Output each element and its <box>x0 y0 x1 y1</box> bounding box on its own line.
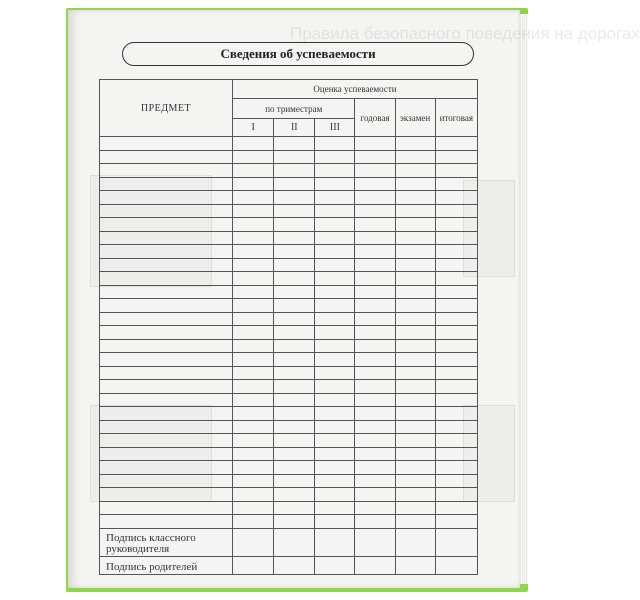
parents-signature-label: Подпись родителей <box>100 556 233 574</box>
grade-cell[interactable] <box>435 488 477 502</box>
subject-cell[interactable] <box>100 164 233 178</box>
signature-cell[interactable] <box>274 528 315 556</box>
grade-cell[interactable] <box>355 434 395 448</box>
subject-cell[interactable] <box>100 501 233 515</box>
grade-cell[interactable] <box>233 177 274 191</box>
grade-cell[interactable] <box>355 285 395 299</box>
grade-cell[interactable] <box>315 258 355 272</box>
signature-cell[interactable] <box>233 528 274 556</box>
grade-cell[interactable] <box>355 299 395 313</box>
subject-cell[interactable] <box>100 366 233 380</box>
grade-cell[interactable] <box>395 231 435 245</box>
grade-cell[interactable] <box>315 272 355 286</box>
grade-cell[interactable] <box>315 312 355 326</box>
grade-cell[interactable] <box>274 218 315 232</box>
grade-cell[interactable] <box>233 245 274 259</box>
signature-cell[interactable] <box>274 556 315 574</box>
signature-cell[interactable] <box>315 556 355 574</box>
grade-cell[interactable] <box>274 137 315 151</box>
grade-cell[interactable] <box>274 312 315 326</box>
grade-cell[interactable] <box>315 177 355 191</box>
grade-cell[interactable] <box>274 474 315 488</box>
notebook-page <box>68 10 640 588</box>
grade-cell[interactable] <box>233 218 274 232</box>
grade-cell[interactable] <box>233 393 274 407</box>
signature-cell[interactable] <box>233 556 274 574</box>
grade-cell[interactable] <box>355 137 395 151</box>
grade-cell[interactable] <box>435 474 477 488</box>
grade-cell[interactable] <box>395 326 435 340</box>
grade-cell[interactable] <box>274 285 315 299</box>
grade-cell[interactable] <box>355 272 395 286</box>
grade-cell[interactable] <box>395 474 435 488</box>
subject-cell[interactable] <box>100 380 233 394</box>
grade-cell[interactable] <box>315 326 355 340</box>
grade-cell[interactable] <box>435 339 477 353</box>
subject-cell[interactable] <box>100 191 233 205</box>
page-edges <box>520 14 528 584</box>
grade-cell[interactable] <box>435 164 477 178</box>
grade-cell[interactable] <box>233 501 274 515</box>
subject-cell[interactable] <box>100 231 233 245</box>
grade-cell[interactable] <box>435 285 477 299</box>
grade-cell[interactable] <box>274 204 315 218</box>
grade-cell[interactable] <box>315 299 355 313</box>
grade-cell[interactable] <box>355 474 395 488</box>
grade-cell[interactable] <box>233 420 274 434</box>
grade-cell[interactable] <box>233 137 274 151</box>
table-row <box>100 231 478 245</box>
signature-cell[interactable] <box>315 528 355 556</box>
grade-cell[interactable] <box>435 447 477 461</box>
signature-cell[interactable] <box>355 528 395 556</box>
signature-cell[interactable] <box>435 556 477 574</box>
table-row <box>100 164 478 178</box>
page-title <box>122 42 474 66</box>
grade-cell[interactable] <box>274 245 315 259</box>
grade-cell[interactable] <box>315 380 355 394</box>
grade-cell[interactable] <box>435 177 477 191</box>
grade-cell[interactable] <box>233 312 274 326</box>
grade-cell[interactable] <box>315 245 355 259</box>
grade-cell[interactable] <box>274 501 315 515</box>
grade-cell[interactable] <box>355 393 395 407</box>
table-row <box>100 191 478 205</box>
table-row <box>100 326 478 340</box>
grade-cell[interactable] <box>315 353 355 367</box>
grade-cell[interactable] <box>315 204 355 218</box>
subject-cell[interactable] <box>100 474 233 488</box>
grade-cell[interactable] <box>233 191 274 205</box>
grade-cell[interactable] <box>435 501 477 515</box>
grade-cell[interactable] <box>355 231 395 245</box>
grade-cell[interactable] <box>435 353 477 367</box>
grade-cell[interactable] <box>435 380 477 394</box>
grade-cell[interactable] <box>435 434 477 448</box>
grade-cell[interactable] <box>435 231 477 245</box>
grade-cell[interactable] <box>233 204 274 218</box>
grade-cell[interactable] <box>395 393 435 407</box>
table-row <box>100 474 478 488</box>
trimester-2-header: II <box>274 119 315 137</box>
table-row <box>100 515 478 529</box>
table-row <box>100 218 478 232</box>
grade-cell[interactable] <box>355 407 395 421</box>
grade-cell[interactable] <box>315 515 355 529</box>
grade-cell[interactable] <box>355 501 395 515</box>
grade-cell[interactable] <box>435 191 477 205</box>
grade-cell[interactable] <box>274 272 315 286</box>
grade-cell[interactable] <box>435 515 477 529</box>
subject-cell[interactable] <box>100 353 233 367</box>
grade-cell[interactable] <box>233 488 274 502</box>
subject-cell[interactable] <box>100 299 233 313</box>
grade-cell[interactable] <box>355 447 395 461</box>
grade-cell[interactable] <box>274 150 315 164</box>
trimesters-header: по триместрам <box>233 99 355 119</box>
grade-cell[interactable] <box>274 434 315 448</box>
grade-cell[interactable] <box>274 177 315 191</box>
subject-cell[interactable] <box>100 447 233 461</box>
grade-cell[interactable] <box>274 366 315 380</box>
grade-cell[interactable] <box>274 515 315 529</box>
assessment-header: Оценка успеваемости <box>233 80 478 99</box>
grade-cell[interactable] <box>233 339 274 353</box>
grade-cell[interactable] <box>435 150 477 164</box>
grade-cell[interactable] <box>274 231 315 245</box>
grade-cell[interactable] <box>233 164 274 178</box>
table-row <box>100 366 478 380</box>
subject-cell[interactable] <box>100 339 233 353</box>
page-title-text: Сведения об успеваемости <box>220 46 376 61</box>
grade-cell[interactable] <box>395 434 435 448</box>
subject-cell[interactable] <box>100 137 233 151</box>
grade-cell[interactable] <box>274 380 315 394</box>
table-row <box>100 488 478 502</box>
subject-cell[interactable] <box>100 312 233 326</box>
grade-cell[interactable] <box>395 380 435 394</box>
grade-cell[interactable] <box>355 326 395 340</box>
grade-cell[interactable] <box>274 353 315 367</box>
table-row <box>100 150 478 164</box>
table-row <box>100 461 478 475</box>
grade-cell[interactable] <box>315 407 355 421</box>
signature-cell[interactable] <box>395 556 435 574</box>
grade-cell[interactable] <box>315 474 355 488</box>
subject-cell[interactable] <box>100 177 233 191</box>
trimester-3-header: III <box>315 119 355 137</box>
subject-cell[interactable] <box>100 326 233 340</box>
grade-cell[interactable] <box>233 258 274 272</box>
bleed-through-heading: Правила безопасного поведения на дорогах <box>290 24 640 43</box>
grade-cell[interactable] <box>355 218 395 232</box>
subject-column-header: ПРЕДМЕТ <box>100 80 233 137</box>
signature-cell[interactable] <box>355 556 395 574</box>
grade-cell[interactable] <box>395 218 435 232</box>
grade-cell[interactable] <box>274 326 315 340</box>
grade-cell[interactable] <box>233 353 274 367</box>
year-column-header: годовая <box>355 99 395 137</box>
grade-cell[interactable] <box>355 312 395 326</box>
grade-cell[interactable] <box>233 326 274 340</box>
grade-cell[interactable] <box>315 339 355 353</box>
table-row <box>100 245 478 259</box>
grade-cell[interactable] <box>233 285 274 299</box>
grade-cell[interactable] <box>435 204 477 218</box>
grade-cell[interactable] <box>435 258 477 272</box>
subject-cell[interactable] <box>100 420 233 434</box>
grades-table <box>99 79 478 575</box>
grade-cell[interactable] <box>274 164 315 178</box>
grade-cell[interactable] <box>233 515 274 529</box>
grade-cell[interactable] <box>395 150 435 164</box>
grade-cell[interactable] <box>355 339 395 353</box>
grade-cell[interactable] <box>274 447 315 461</box>
table-row <box>100 299 478 313</box>
grade-cell[interactable] <box>315 461 355 475</box>
grade-cell[interactable] <box>435 272 477 286</box>
final-column-header: итоговая <box>435 99 477 137</box>
table-row <box>100 285 478 299</box>
signature-cell[interactable] <box>395 528 435 556</box>
grade-cell[interactable] <box>395 164 435 178</box>
grade-cell[interactable] <box>274 488 315 502</box>
grade-cell[interactable] <box>435 245 477 259</box>
grade-cell[interactable] <box>435 366 477 380</box>
grade-cell[interactable] <box>395 177 435 191</box>
subject-cell[interactable] <box>100 204 233 218</box>
grade-cell[interactable] <box>315 150 355 164</box>
subject-cell[interactable] <box>100 488 233 502</box>
grade-cell[interactable] <box>355 258 395 272</box>
grade-cell[interactable] <box>315 420 355 434</box>
subject-cell[interactable] <box>100 393 233 407</box>
grade-cell[interactable] <box>435 461 477 475</box>
grade-cell[interactable] <box>315 488 355 502</box>
subject-cell[interactable] <box>100 272 233 286</box>
grade-cell[interactable] <box>355 245 395 259</box>
grade-cell[interactable] <box>395 461 435 475</box>
subject-cell[interactable] <box>100 258 233 272</box>
grade-cell[interactable] <box>395 488 435 502</box>
grade-cell[interactable] <box>395 420 435 434</box>
grade-cell[interactable] <box>395 366 435 380</box>
grade-cell[interactable] <box>355 353 395 367</box>
table-row <box>100 204 478 218</box>
grade-cell[interactable] <box>315 285 355 299</box>
grade-cell[interactable] <box>274 191 315 205</box>
grade-cell[interactable] <box>233 366 274 380</box>
grade-cell[interactable] <box>435 407 477 421</box>
grade-cell[interactable] <box>435 420 477 434</box>
grade-cell[interactable] <box>355 366 395 380</box>
grade-cell[interactable] <box>274 461 315 475</box>
grade-cell[interactable] <box>233 299 274 313</box>
grade-cell[interactable] <box>355 150 395 164</box>
grade-rows <box>100 137 478 529</box>
grade-cell[interactable] <box>233 380 274 394</box>
grade-cell[interactable] <box>355 420 395 434</box>
exam-column-header: экзамен <box>395 99 435 137</box>
grade-cell[interactable] <box>274 393 315 407</box>
grade-cell[interactable] <box>315 231 355 245</box>
grade-cell[interactable] <box>355 488 395 502</box>
grade-cell[interactable] <box>315 218 355 232</box>
table-row <box>100 501 478 515</box>
grade-cell[interactable] <box>395 515 435 529</box>
grade-cell[interactable] <box>395 191 435 205</box>
table-row <box>100 380 478 394</box>
grade-cell[interactable] <box>315 164 355 178</box>
grade-cell[interactable] <box>355 164 395 178</box>
grade-cell[interactable] <box>435 137 477 151</box>
table-row <box>100 393 478 407</box>
grade-cell[interactable] <box>355 177 395 191</box>
grade-cell[interactable] <box>355 191 395 205</box>
subject-cell[interactable] <box>100 461 233 475</box>
grade-cell[interactable] <box>395 312 435 326</box>
table-row <box>100 434 478 448</box>
subject-cell[interactable] <box>100 218 233 232</box>
grade-cell[interactable] <box>233 150 274 164</box>
grade-cell[interactable] <box>274 299 315 313</box>
grade-cell[interactable] <box>395 353 435 367</box>
table-row <box>100 353 478 367</box>
grade-cell[interactable] <box>395 204 435 218</box>
grade-cell[interactable] <box>355 380 395 394</box>
subject-cell[interactable] <box>100 285 233 299</box>
table-row <box>100 420 478 434</box>
grade-cell[interactable] <box>233 272 274 286</box>
grade-cell[interactable] <box>395 245 435 259</box>
signature-cell[interactable] <box>435 528 477 556</box>
table-row <box>100 177 478 191</box>
grade-cell[interactable] <box>233 434 274 448</box>
grade-cell[interactable] <box>315 447 355 461</box>
grade-cell[interactable] <box>315 191 355 205</box>
table-row <box>100 258 478 272</box>
grade-cell[interactable] <box>395 137 435 151</box>
grade-cell[interactable] <box>435 299 477 313</box>
grade-cell[interactable] <box>395 258 435 272</box>
grade-cell[interactable] <box>435 312 477 326</box>
grade-cell[interactable] <box>274 420 315 434</box>
grade-cell[interactable] <box>395 272 435 286</box>
grade-cell[interactable] <box>315 501 355 515</box>
grade-cell[interactable] <box>233 461 274 475</box>
grade-cell[interactable] <box>233 407 274 421</box>
grade-cell[interactable] <box>274 258 315 272</box>
grade-cell[interactable] <box>233 474 274 488</box>
table-row <box>100 272 478 286</box>
grade-cell[interactable] <box>315 393 355 407</box>
table-row <box>100 447 478 461</box>
grade-cell[interactable] <box>274 339 315 353</box>
trimester-1-header: I <box>233 119 274 137</box>
grade-cell[interactable] <box>315 434 355 448</box>
grade-cell[interactable] <box>274 407 315 421</box>
grade-cell[interactable] <box>315 137 355 151</box>
table-row <box>100 339 478 353</box>
subject-cell[interactable] <box>100 434 233 448</box>
table-row <box>100 407 478 421</box>
grade-cell[interactable] <box>355 204 395 218</box>
grade-cell[interactable] <box>395 339 435 353</box>
grade-cell[interactable] <box>233 447 274 461</box>
grade-cell[interactable] <box>435 326 477 340</box>
grade-cell[interactable] <box>435 218 477 232</box>
grade-cell[interactable] <box>233 231 274 245</box>
table-row <box>100 137 478 151</box>
table-row <box>100 312 478 326</box>
subject-cell[interactable] <box>100 515 233 529</box>
subject-cell[interactable] <box>100 150 233 164</box>
grade-cell[interactable] <box>395 447 435 461</box>
subject-cell[interactable] <box>100 407 233 421</box>
grade-cell[interactable] <box>355 461 395 475</box>
grade-cell[interactable] <box>395 285 435 299</box>
grade-cell[interactable] <box>315 366 355 380</box>
grade-cell[interactable] <box>395 407 435 421</box>
grade-cell[interactable] <box>395 299 435 313</box>
grade-cell[interactable] <box>355 515 395 529</box>
teacher-signature-label: Подпись классного руководителя <box>100 528 233 556</box>
subject-cell[interactable] <box>100 245 233 259</box>
grade-cell[interactable] <box>395 501 435 515</box>
grade-cell[interactable] <box>435 393 477 407</box>
